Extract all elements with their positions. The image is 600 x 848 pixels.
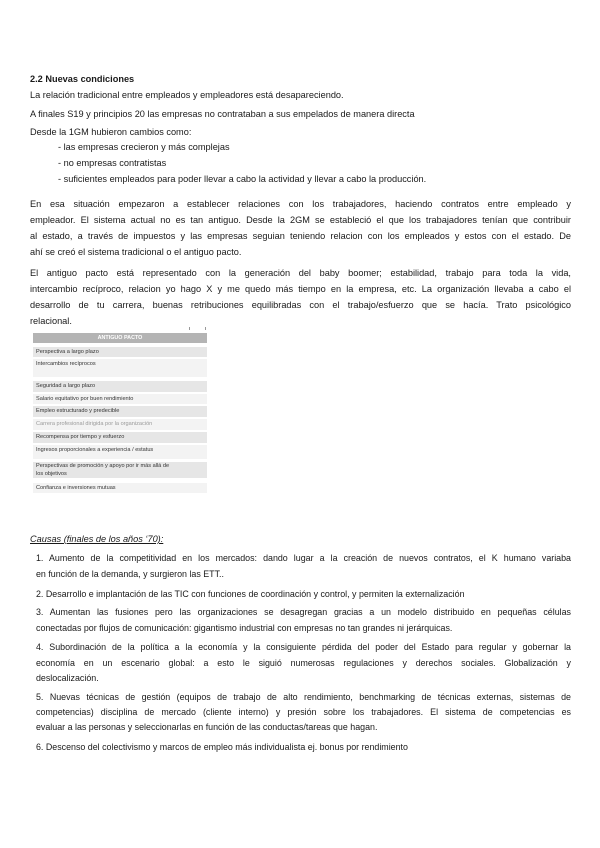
paragraph-1-line: ahí se creó el sistema tradicional o el antiguo pacto. bbox=[30, 247, 242, 257]
table-header: ANTIGUO PACTO bbox=[33, 333, 207, 343]
table-row: los objetivos bbox=[33, 470, 207, 478]
table-row: Recompensa por tiempo y esfuerzo bbox=[33, 432, 207, 443]
cause-item-line: deslocalización. bbox=[36, 673, 99, 683]
paragraph-1-line: al estado, a través de impuestos y las empresas seguian teniendo relacion con los empleados y estos con el estado. De bbox=[30, 231, 571, 241]
table-row: Carrera profesional dirigida por la organización bbox=[33, 419, 207, 430]
cause-item-line: 1. Aumento de la competitividad en los mercados: dando lugar a la creación de nuevos contratos, el K humano variaba bbox=[36, 553, 571, 563]
paragraph-2-line: intercambio recíproco, relacion yo hago X y me quedo más tiempo en la empresa, etc. La organización llevaba a cabo el bbox=[30, 284, 571, 294]
bullet-item: - las empresas crecieron y más complejas bbox=[58, 142, 230, 152]
table-row: Ingresos proporcionales a experiencia / estatus bbox=[33, 445, 207, 459]
table-row: Intercambios recíprocos bbox=[33, 359, 207, 377]
paragraph-2-line: relacional. bbox=[30, 316, 72, 326]
paragraph-2-line: El antiguo pacto está representado con la generación del baby boomer; estabilidad, trabajo para toda la vida, bbox=[30, 268, 571, 278]
cause-item-line: 3. Aumentan las fusiones pero las organizaciones se desagregan gracias a un modelo distribuido en pequeñas células bbox=[36, 607, 571, 617]
intro-line-3: Desde la 1GM hubieron cambios como: bbox=[30, 127, 192, 137]
cause-item-line: 4. Subordinación de la política a la economía y la consiguiente pérdida del poder del Estado para regular y gobernar la bbox=[36, 642, 571, 652]
table-row: Salario equitativo por buen rendimiento bbox=[33, 394, 207, 404]
section-heading: 2.2 Nuevas condiciones bbox=[30, 74, 135, 84]
intro-line-1: La relación tradicional entre empleados y empleadores está desapareciendo. bbox=[30, 90, 344, 100]
table-row: Empleo estructurado y predecible bbox=[33, 406, 207, 417]
table-row: Perspectiva a largo plazo bbox=[33, 347, 207, 357]
causes-title: Causas (finales de los años ‘70): bbox=[30, 534, 164, 544]
bullet-item: - suficientes empleados para poder llevar a cabo la actividad y llevar a cabo la producción. bbox=[58, 174, 427, 184]
bullet-item: - no empresas contratistas bbox=[58, 158, 167, 168]
cause-item-line: 2. Desarrollo e implantación de las TIC con funciones de coordinación y control, y permiten la externalización bbox=[36, 589, 465, 599]
antiguo-pacto-table bbox=[33, 330, 207, 497]
cause-item-line: en función de la demanda, y surgieron las ETT.. bbox=[36, 569, 224, 579]
cause-item-line: competencias) disciplina de mercado (cliente interno) y presión sobre los trabajadores. El sistema de competencias es bbox=[36, 707, 571, 717]
paragraph-2-line: desarrollo de tu carrera, buenas retribuciones equilibradas con el trabajo/esfuerzo que se hacía. Trato psicológico bbox=[30, 300, 571, 310]
intro-line-2: A finales S19 y principios 20 las empresas no contrataban a sus empelados de manera directa bbox=[30, 109, 415, 119]
paragraph-1-line: En esa situación empezaron a establecer relaciones con los trabajadores, haciendo contratos entre empleado y bbox=[30, 199, 571, 209]
table-row: Confianza e inversiones mutuas bbox=[33, 483, 207, 493]
cause-item-line: evaluar a las personas y seleccionarlas en función de las conductas/tareas que hagan. bbox=[36, 722, 378, 732]
cause-item-line: 6. Descenso del colectivismo y marcos de empleo más individualista ej. bonus por rendimiento bbox=[36, 742, 408, 752]
table-row: Seguridad a largo plazo bbox=[33, 381, 207, 392]
paragraph-1-line: empleador. El sistema actual no es tan antiguo. Desde la 2GM se estableció el que los trabajadores tenían que contribuir bbox=[30, 215, 571, 225]
table-row: Perspectivas de promoción y apoyo por ir más allá de bbox=[33, 462, 207, 470]
cause-item-line: economía en un escenario global: a esto le siguió numerosas regulaciones y derechos sociales. Globalización y bbox=[36, 658, 571, 668]
cause-item-line: 5. Nuevas técnicas de gestión (equipos de trabajo de alto rendimiento, benchmarking de técnicas externas, sistemas de bbox=[36, 692, 571, 702]
cause-item-line: conectadas por flujos de comunicación: gigantismo industrial con empresas no tan grandes ni jerárquicas. bbox=[36, 623, 453, 633]
